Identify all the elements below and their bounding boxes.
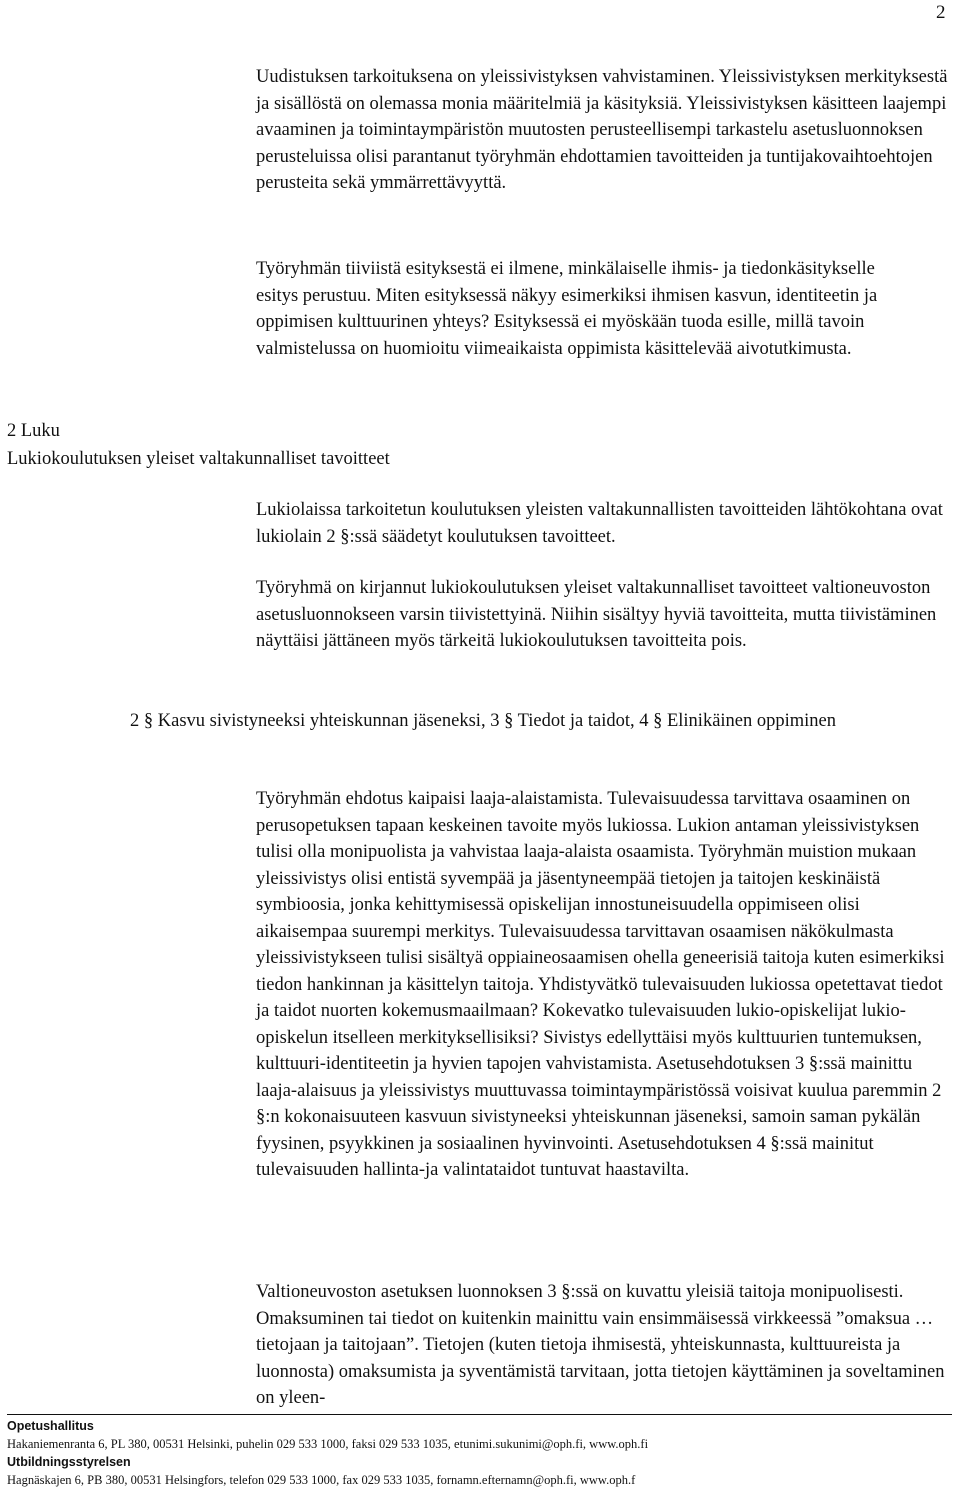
paragraph-section-2: Valtioneuvoston asetuksen luonnoksen 3 §:ssä on kuvattu yleisiä taitoja monipuolisesti. Omaksuminen tai tiedot on kuitenkin mainittu vain ensimmäisessä virkkeessä ”omaksua … tietojaan ja taitojaan”. Tietojen (kuten tietoja ihmisestä, yhteiskunnasta, kulttuureista ja luonnosta) omaksumista ja syventämistä tarvitaan, jotta tietojen käyttäminen ja soveltaminen on yleen- <box>256 1282 945 1408</box>
paragraph-chapter-1: Lukiolaissa tarkoitetun koulutuksen yleisten valtakunnallisten tavoitteiden lähtökohtana ovat lukiolain 2 §:ssä säädetyt koulutuksen tavoitteet. <box>256 500 943 547</box>
footer-divider <box>7 1414 952 1415</box>
paragraph-intro-2: Työryhmän tiiviistä esityksestä ei ilmene, minkälaiselle ihmis- ja tiedonkäsitykselle esitys perustuu. Miten esityksessä näkyy esimerkiksi ihmisen kasvun, identiteetin ja oppimisen kulttuurinen yhteys? Esityksessä ei myöskään tuoda esille, millä tavoin valmistelussa on huomioitu viimeaikaista oppimista käsittelevää aivotutkimusta. <box>256 259 878 359</box>
paragraph-chapter-2: Työryhmä on kirjannut lukiokoulutuksen yleiset valtakunnalliset tavoitteet valtioneuvoston asetusluonnokseen varsin tiivistettyinä. Niihin sisältyy hyviä tavoitteita, mutta tiivistäminen näyttäisi jättäneen myös tärkeitä lukiokoulutuksen tavoitteita pois. <box>256 578 937 651</box>
footer-address-swedish: Hagnäskajen 6, PB 380, 00531 Helsingfors, telefon 029 533 1000, fax 029 533 1035, fornamn.efternamn@oph.fi, www.oph.f <box>7 1473 636 1487</box>
footer <box>7 1414 952 1489</box>
section-heading: 2 § Kasvu sivistyneeksi yhteiskunnan jäseneksi, 3 § Tiedot ja taidot, 4 § Elinikäinen oppiminen <box>130 711 837 731</box>
paragraph-intro-1: Uudistuksen tarkoituksena on yleissivistyksen vahvistaminen. Yleissivistyksen merkityksestä ja sisällöstä on olemassa monia määritelmiä ja käsityksiä. Yleissivistyksen käsitteen laajempi avaaminen ja toimintaympäristön muutosten perusteellisempi tarkastelu asetusluonnoksen perusteluissa olisi parantanut työryhmän ehdottamien tavoitteiden ja tuntijakovaihtoehtojen perusteita sekä ymmärrettävyyttä. <box>256 67 948 193</box>
footer-address-finnish: Hakaniemenranta 6, PL 380, 00531 Helsinki, puhelin 029 533 1000, faksi 029 533 1035, etunimi.sukunimi@oph.fi, www.oph.fi <box>7 1437 649 1451</box>
footer-org-swedish: Utbildningsstyrelsen <box>7 1455 131 1469</box>
footer-org-finnish: Opetushallitus <box>7 1419 94 1433</box>
chapter-number: 2 Luku <box>7 421 60 441</box>
page-number: 2 <box>936 2 946 23</box>
chapter-title: Lukiokoulutuksen yleiset valtakunnalliset tavoitteet <box>7 449 390 469</box>
paragraph-section-1: Työryhmän ehdotus kaipaisi laaja-alaistamista. Tulevaisuudessa tarvittava osaaminen on perusopetuksen tapaan keskeinen tavoite myös lukiossa. Lukion antaman yleissivistyksen tulisi olla monipuolista ja vahvistaa laaja-alaista osaamista. Työryhmän muistion mukaan yleissivistys olisi entistä syvempää ja jäsentyneempää tietojen ja taitojen keskinäistä symbioosia, jonka kehittymisessä opiskelijan innostuneisuudella oppimiseen olisi aikaisempaa suurempi merkitys. Tulevaisuudessa tarvittavan osaamisen näkökulmasta yleissivistykseen tulisi sisältyä oppiaineosaamisen ohella geneerisiä taitoja kuten esimerkiksi tiedon hankinnan ja käsittelyn taitoja. Yhdistyvätkö tulevaisuuden lukiossa opetettavat tiedot ja taidot nuorten kokemusmaailmaan? Kokevatko tulevaisuuden lukio-opiskelijat lukio-opiskelun itselleen merkityksellisiksi? Sivistys edellyttäisi myös kulttuurien tuntemuksen, kulttuuri-identiteetin ja hyvien tapojen vahvistamista. Asetusehdotuksen 3 §:ssä mainittu laaja-alaisuus ja yleissivistys muuttuvassa toimintaympäristössä voisivat kuulua paremmin 2 §:n kokonaisuuteen kasvuun sivistyneeksi yhteiskunnan jäseneksi, samoin saman pykälän fyysinen, psyykkinen ja sosiaalinen hyvinvointi. Asetusehdotuksen 4 §:ssä mainitut tulevaisuuden hallinta-ja valintataidot tuntuvat haastavilta. <box>256 789 945 1180</box>
